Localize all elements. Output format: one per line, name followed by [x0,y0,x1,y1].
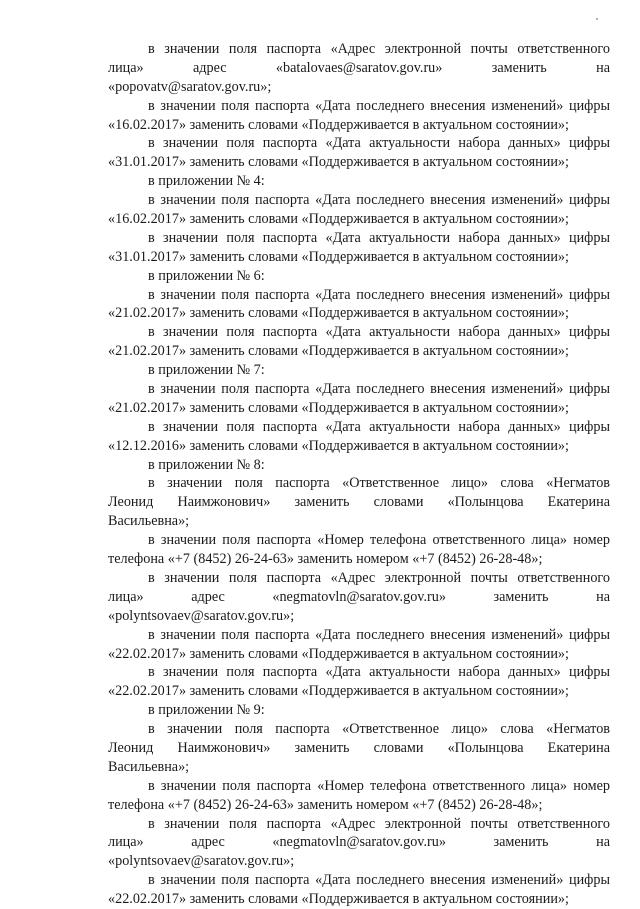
text-line: Леонид Наимжонович» заменить словами «Полынцова Екатерина [108,739,610,756]
text-line: «31.01.2017» заменить словами «Поддерживается в актуальном состоянии»; [108,248,569,265]
text-line: «popovatv@saratov.gov.ru»; [108,78,272,95]
text-line: «22.02.2017» заменить словами «Поддерживается в актуальном состоянии»; [108,645,569,662]
text-line: Леонид Наимжонович» заменить словами «Полынцова Екатерина [108,494,610,511]
text-line: в значении поля паспорта «Дата последнего внесения изменений» цифры [148,192,610,209]
text-line: лица» адрес «batalovaes@saratov.gov.ru» заменить на [108,59,610,76]
text-line: «16.02.2017» заменить словами «Поддерживается в актуальном состоянии»; [108,116,569,133]
text-line: «22.02.2017» заменить словами «Поддерживается в актуальном состоянии»; [108,683,569,700]
text-line: в приложении № 9: [148,702,265,719]
text-line: в значении поля паспорта «Дата последнего внесения изменений» цифры [148,97,610,114]
text-line: в значении поля паспорта «Дата последнего внесения изменений» цифры [148,381,610,398]
text-line: «21.02.2017» заменить словами «Поддерживается в актуальном состоянии»; [108,343,569,360]
text-line: лица» адрес «negmatovln@saratov.gov.ru» заменить на [108,588,610,605]
text-line: в значении поля паспорта «Номер телефона ответственного лица» номер [148,777,610,794]
text-line: «21.02.2017» заменить словами «Поддерживается в актуальном состоянии»; [108,399,569,416]
document-body [108,40,610,909]
text-line: «31.01.2017» заменить словами «Поддерживается в актуальном состоянии»; [108,154,569,171]
text-line: в приложении № 4: [148,173,265,190]
text-line: Васильевна»; [108,513,190,530]
text-line: телефона «+7 (8452) 26-24-63» заменить номером «+7 (8452) 26-28-48»; [108,796,543,813]
text-line: в значении поля паспорта «Адрес электронной почты ответственного [148,41,610,57]
text-line: в значении поля паспорта «Дата актуальности набора данных» цифры [148,324,610,341]
text-line: в значении поля паспорта «Ответственное лицо» слова «Негматов [148,475,610,492]
text-line: в значении поля паспорта «Дата последнего внесения изменений» цифры [148,872,610,889]
text-line: в приложении № 8: [148,456,265,473]
text-line: в значении поля паспорта «Ответственное лицо» слова «Негматов [148,721,610,738]
text-line: в значении поля паспорта «Дата актуальности набора данных» цифры [148,229,610,246]
text-line: в значении поля паспорта «Адрес электронной почты ответственного [148,815,610,832]
text-line: в приложении № 7: [148,362,265,379]
text-line: в значении поля паспорта «Адрес электронной почты ответственного [148,569,610,586]
text-line: в значении поля паспорта «Дата последнего внесения изменений» цифры [148,626,610,643]
text-line: в значении поля паспорта «Дата актуальности набора данных» цифры [148,135,610,152]
text-line: «polyntsovaev@saratov.gov.ru»; [108,607,295,624]
text-line: «12.12.2016» заменить словами «Поддерживается в актуальном состоянии»; [108,437,569,454]
text-line: лица» адрес «negmatovln@saratov.gov.ru» заменить на [108,834,610,851]
text-line: в значении поля паспорта «Дата актуальности набора данных» цифры [148,418,610,435]
text-line: Васильевна»; [108,758,190,775]
text-line: «polyntsovaev@saratov.gov.ru»; [108,853,295,870]
text-line: «16.02.2017» заменить словами «Поддерживается в актуальном состоянии»; [108,211,569,228]
text-line: в приложении № 6: [148,267,265,284]
text-line: в значении поля паспорта «Дата последнего внесения изменений» цифры [148,286,610,303]
text-line: «21.02.2017» заменить словами «Поддерживается в актуальном состоянии»; [108,305,569,322]
text-line: в значении поля паспорта «Дата актуальности набора данных» цифры [148,664,610,681]
text-line: «22.02.2017» заменить словами «Поддерживается в актуальном состоянии»; [108,891,569,908]
text-line: в значении поля паспорта «Номер телефона ответственного лица» номер [148,532,610,549]
text-line: телефона «+7 (8452) 26-24-63» заменить номером «+7 (8452) 26-28-48»; [108,551,543,568]
scan-speck [596,18,598,20]
